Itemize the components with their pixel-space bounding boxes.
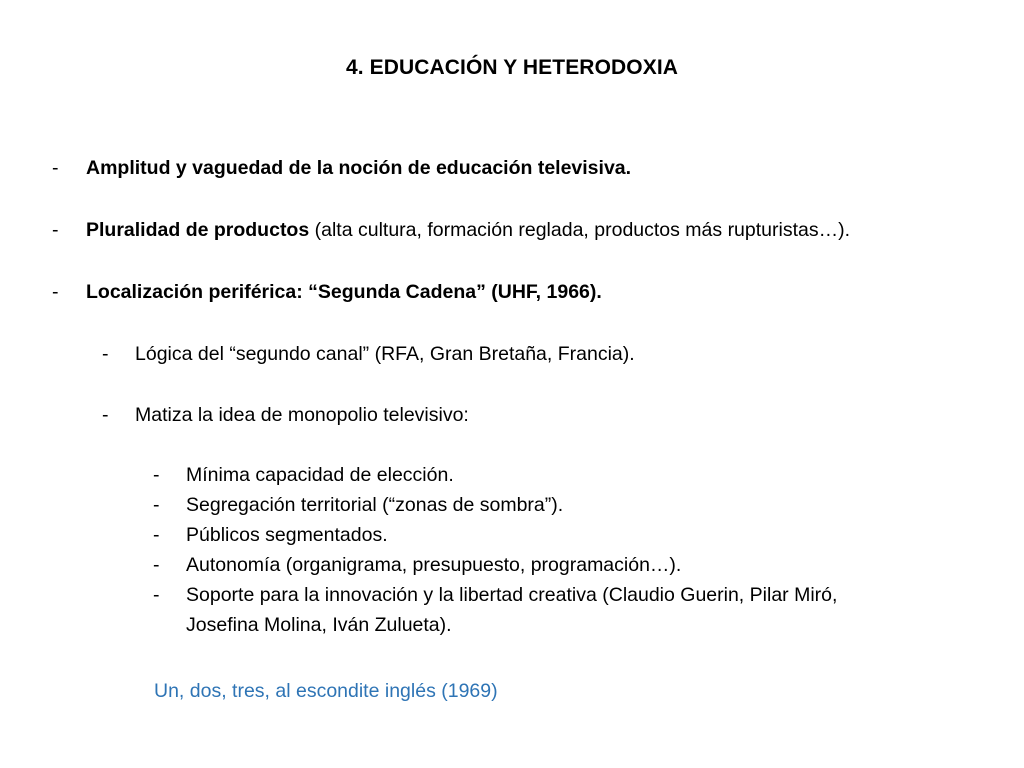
bullet-3 bbox=[86, 277, 602, 307]
sub-sub-bullet-3: Públicos segmentados. bbox=[186, 524, 388, 546]
bullet-dash: - bbox=[52, 157, 59, 179]
sub-sub-bullet-1: Mínima capacidad de elección. bbox=[186, 464, 454, 486]
bullet-3-bold: Localización periférica: “Segunda Cadena” (UHF, 1966). bbox=[86, 281, 602, 303]
bullet-1-bold: Amplitud y vaguedad de la noción de educación televisiva. bbox=[86, 157, 632, 179]
bullet-dash: - bbox=[153, 584, 160, 606]
sub-bullet-1: Lógica del “segundo canal” (RFA, Gran Bretaña, Francia). bbox=[135, 343, 635, 365]
bullet-2-rest: (alta cultura, formación reglada, productos más rupturistas…). bbox=[309, 219, 851, 241]
slide-title: 4. EDUCACIÓN Y HETERODOXIA bbox=[345, 56, 679, 79]
bullet-2 bbox=[86, 215, 850, 245]
bullet-dash: - bbox=[153, 464, 160, 486]
bullet-dash: - bbox=[153, 524, 160, 546]
sub-sub-bullet-5: Soporte para la innovación y la libertad creativa (Claudio Guerin, Pilar Miró, bbox=[186, 584, 838, 606]
bullet-dash: - bbox=[102, 404, 109, 426]
bullet-dash: - bbox=[52, 281, 59, 303]
bullet-dash: - bbox=[52, 219, 59, 241]
bullet-dash: - bbox=[102, 343, 109, 365]
bullet-1 bbox=[86, 153, 631, 183]
sub-sub-bullet-4: Autonomía (organigrama, presupuesto, programación…). bbox=[186, 554, 682, 576]
example-program-link[interactable]: Un, dos, tres, al escondite inglés (1969) bbox=[154, 680, 498, 702]
bullet-dash: - bbox=[153, 494, 160, 516]
sub-bullet-2: Matiza la idea de monopolio televisivo: bbox=[135, 404, 469, 426]
bullet-dash: - bbox=[153, 554, 160, 576]
sub-sub-bullet-5-continuation: Josefina Molina, Iván Zulueta). bbox=[186, 614, 452, 636]
sub-sub-bullet-2: Segregación territorial (“zonas de sombra”). bbox=[186, 494, 564, 516]
bullet-2-bold: Pluralidad de productos bbox=[86, 219, 310, 241]
